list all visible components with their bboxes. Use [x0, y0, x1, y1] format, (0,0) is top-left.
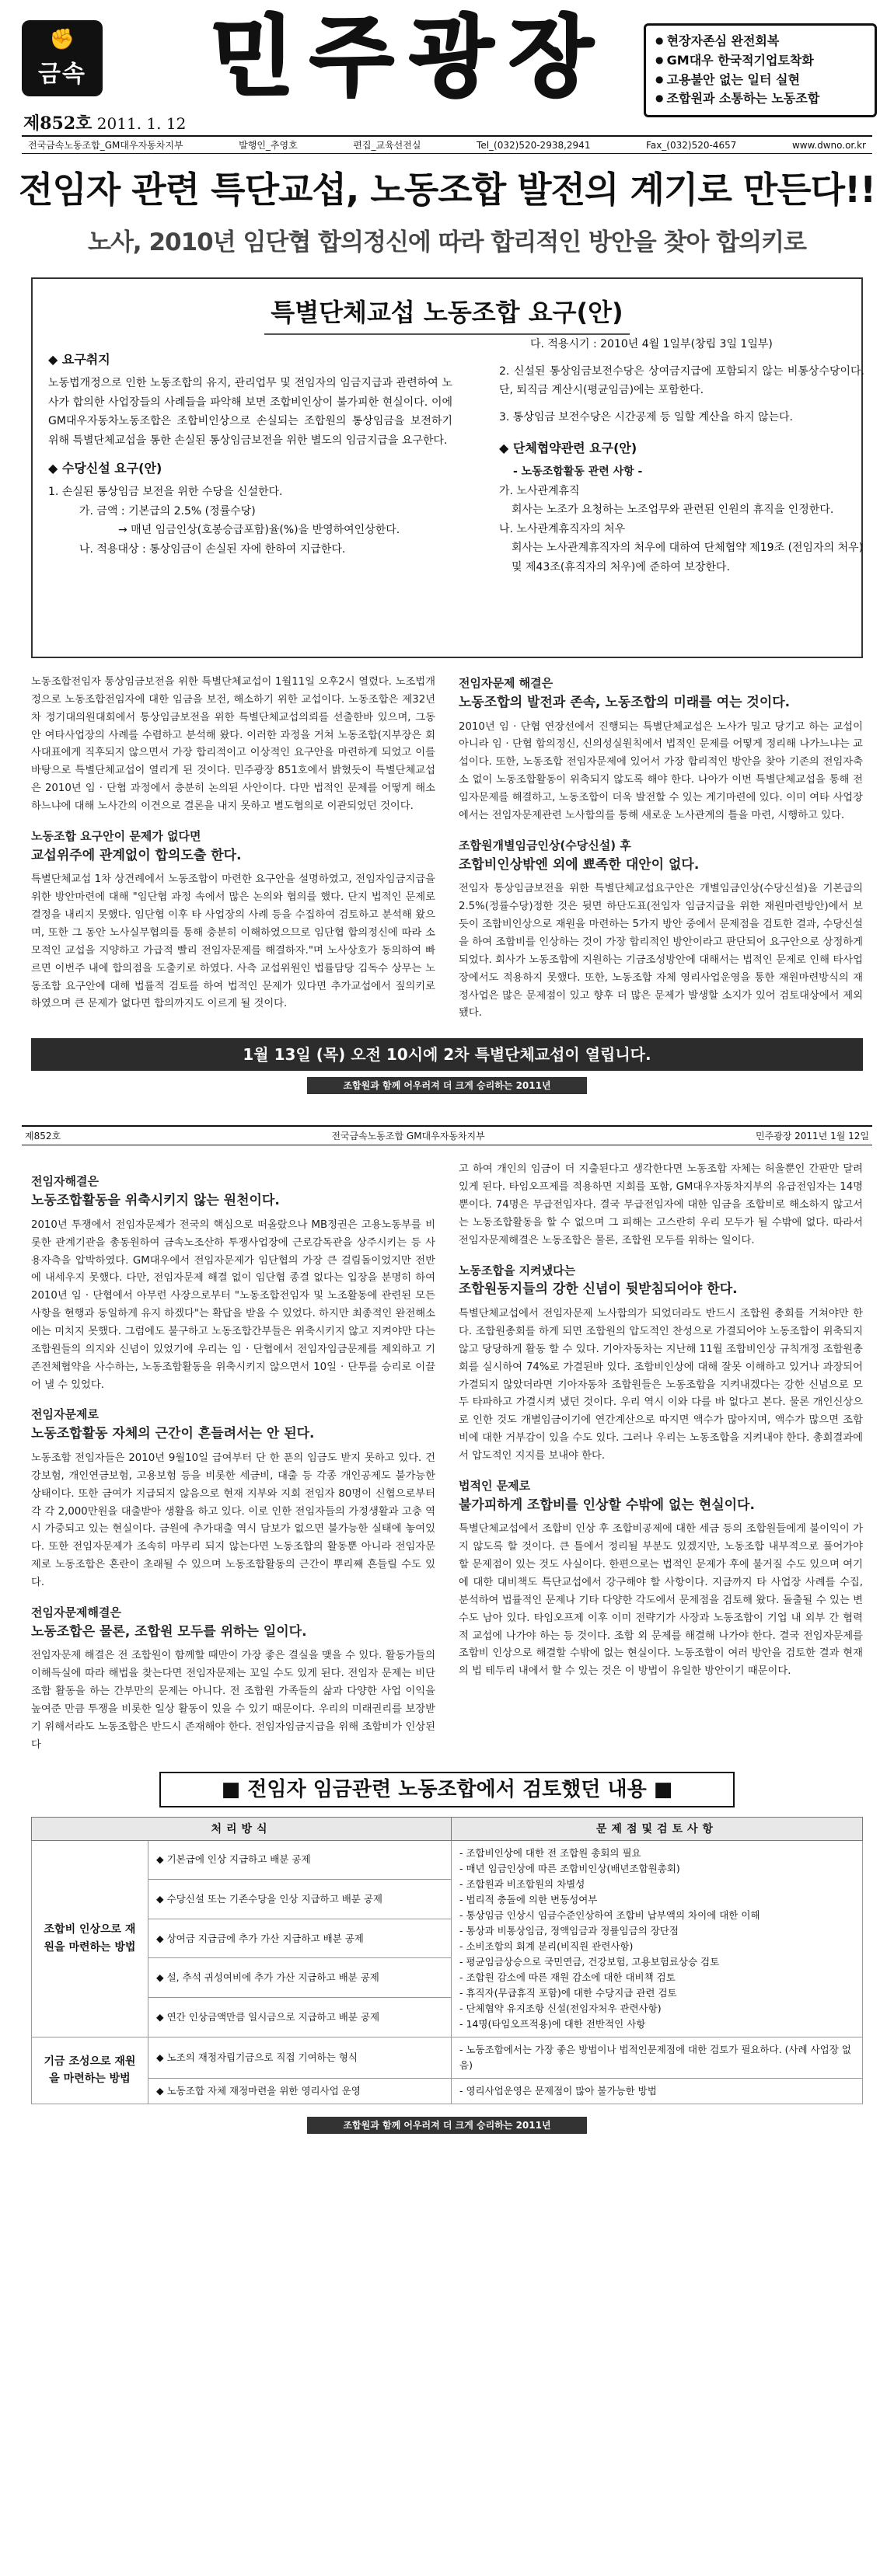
method-cell: ◆ 설, 추석 귀성여비에 추가 가산 지급하고 배분 공제: [148, 1958, 452, 1998]
publisher-info-bar: [22, 135, 872, 154]
issue-item: - 조합원 감소에 따른 재원 감소에 대한 대비책 검토: [459, 1970, 854, 1985]
issues-cell: [452, 1840, 863, 2037]
main-headline: 전임자 관련 특단교섭, 노동조합 발전의 계기로 만든다!!: [18, 169, 876, 211]
issue-item: - 조합원과 비조합원의 차별성: [459, 1877, 854, 1892]
issue-item: - 영리사업운영은 문제점이 많아 불가능한 방법: [459, 2083, 854, 2099]
article-heading: 노동조합 요구안이 문제가 없다면: [31, 828, 201, 843]
issue-item: - 법리적 충돌에 의한 변동성여부: [459, 1892, 854, 1908]
article-heading: 전임자문제로: [31, 1407, 99, 1422]
table-title: ■ 전임자 임금관련 노동조합에서 검토했던 내용 ■: [159, 1772, 735, 1807]
group-cell: 조합비 인상으로 재원을 마련하는 방법: [32, 1840, 148, 2037]
masthead: [0, 0, 894, 151]
new-allowance-item1b: 나. 적용대상 : 통상임금이 손실된 자에 한하여 지급한다.: [79, 542, 346, 556]
issue-item: - 14명(타임오프적용)에 대한 전반적인 사항: [459, 2017, 854, 2032]
agreement-heading: ◆ 단체협약관련 요구(안): [499, 437, 864, 459]
issue-line: [23, 110, 186, 134]
article-text: 특별단체교섭 1차 상견례에서 노동조합이 마련한 요구안을 설명하였고, 전임자임금지급을 위한 방안마련에 대해 "임단협 과정 속에서 많은 논의와 협의를 했다. 단지 법적인 문제로 결정을 내리지 못했다. 임단협 이후 타 사업장의 사례 등을 수집하여 검토하고 분석해 왔으며, 또한 그 동안 노사실무협의를 통해 충분히 이해하였으므로 임단협 합의정신에 따라 소모적인 교섭을 지양하고 가급적 빨리 전임자문제를 해결하자."며 노사상호가 동의하여 빠르면 이번주 내에 합의점을 도출키로 하였다. 사측 교섭위원인 법률담당 김독수 상무는 노동조합 요구안에 대해 법률적 검토를 하여 법적인 문제가 있다면 추가교섭에서 짚의키로 하였으며 큰 문제가 없다면 합의까지도 이르게 될 것이다.: [31, 873, 435, 1010]
info-tel: Tel_(032)520-2938,2941: [477, 139, 591, 151]
slogan-item: ● GM대우 한국적기업토착화: [655, 51, 865, 71]
page2-left-column: [31, 1161, 435, 1759]
page1-left-column: [31, 674, 435, 1027]
new-allowance-item3: 3. 통상임금 보전수당은 시간공제 등 일할 계산을 하지 않는다.: [499, 410, 793, 424]
method-cell: ◆ 노동조합 자체 재정마련을 위한 영리사업 운영: [148, 2078, 452, 2104]
method-cell: ◆ 노조의 재정자립기금으로 직접 기여하는 형식: [148, 2037, 452, 2078]
issue-item: - 통상과 비통상임금, 정액임금과 정률임금의 장단점: [459, 1923, 854, 1939]
page2-right-column: [459, 1161, 863, 1759]
issue-item: - 노동조합에서는 가장 좋은 방법이나 법적인문제점에 대한 검토가 필요하다. (사례 사업장 없음): [459, 2042, 854, 2073]
article-text: 고 하여 개인의 임금이 더 지출된다고 생각한다면 노동조합 자체는 허울뿐인 간판만 달려 있게 된다. 타임오프제를 적용하면 지회를 포함, GM대우자동차지부의 유급전임자는 14명뿐이다. 74명은 무급전임자다. 결국 무급전임자에 대한 임금을 조합비로 해소하지 않고서는 노동조합활동을 할 수 없으며 그 피해는 고스란히 우리 모두가 될 수밖에 없다. 따라서 전임자문제해결은 노동조합은 물론, 조합원 모두를 위하는 일이다.: [459, 1163, 863, 1246]
wage-options-table: [31, 1817, 863, 2104]
table-row: [32, 2078, 863, 2104]
issue-date: 2011. 1. 12: [96, 114, 187, 133]
article-subheading: 조합원동지들의 강한 신념이 뒷받침되어야 한다.: [459, 1281, 738, 1298]
agreement-subheading: - 노동조합활동 관련 사항 -: [513, 465, 643, 478]
article-heading: 법적인 문제로: [459, 1478, 531, 1493]
table-header-row: [32, 1817, 863, 1840]
page2-date: 민주광장 2011년 1월 12일: [755, 1131, 869, 1142]
issue-item: - 조합비인상에 대한 전 조합원 총회의 필요: [459, 1846, 854, 1861]
article-subheading: 불가피하게 조합비를 인상할 수밖에 없는 현실이다.: [459, 1497, 755, 1513]
method-cell: ◆ 연간 인상금액만큼 일시금으로 지급하고 배분 공제: [148, 1998, 452, 2037]
page2-header-bar: [22, 1125, 872, 1145]
method-cell: ◆ 수당신설 또는 기존수당을 인상 지급하고 배분 공제: [148, 1880, 452, 1919]
article-heading: 조합원개별임금인상(수당신설) 후: [459, 838, 631, 852]
slogan-box: [644, 23, 877, 117]
info-fax: Fax_(032)520-4657: [646, 139, 737, 151]
new-allowance-item1c: 다. 적용시기 : 2010년 4월 1일부(창립 3일 1일부): [530, 338, 773, 350]
issue-number: 제852호: [23, 113, 93, 134]
info-editor: 편집_교육선전실: [353, 140, 421, 151]
article-heading: 노동조합을 지켜냈다는: [459, 1263, 576, 1278]
article-heading: 전임자문제해결은: [31, 1605, 121, 1619]
demands-box: [31, 277, 863, 658]
info-website[interactable]: www.dwno.or.kr: [791, 139, 866, 151]
newsletter-title: 민주광장: [210, 7, 609, 108]
purpose-text: 노동법개정으로 인한 노동조합의 유지, 관리업무 및 전임자의 임금지급과 관련하여 노사가 합의한 사업장들의 사례들을 파악해 보면 조합비인상이 불가피한 현실이다. 이에 GM대우자동차노동조합은 조합비인상으로 손실되는 조합원의 통상임금을 보전하기 위해 특별단체교섭을 통한 손실된 통상임금보전을 위한 별도의 임금지급을 요구한다.: [48, 377, 452, 447]
logo-text: 금속: [38, 61, 86, 88]
footer-slogan: 조합원과 함께 어우러져 더 크게 승리하는 2011년: [307, 1077, 587, 1094]
article-text: 전임자문제 해결은 전 조합원이 함께할 때만이 가장 좋은 결실을 맺을 수 있다. 활동가들의 이해득실에 따라 해법을 찾는다면 전임자문제는 꼬일 수도 있게 된다. 전임자 문제는 비단 조합 활동을 하는 간부만의 문제는 아니다. 전 조합원 가족들의 삶과 다양한 사업 이익을 높여준 만큼 투쟁을 비롯한 일상 활동이 있을 수 있기 때문이다. 우리의 미래권리를 보장받기 위해서라도 노동조합은 반드시 존재해야 한다. 전임자임금지급을 위해 조합비가 인상된다: [31, 1650, 435, 1751]
page1-articles: [31, 674, 863, 1027]
article-text: 노동조합전임자 통상임금보전을 위한 특별단체교섭이 1월11일 오후2시 열렸다. 노조법개정으로 노동조합전임자에 대한 임금을 보전, 해소하기 위한 교섭이다. 노동조합은 제32년차 정기대의원대회에서 통상임금보전을 위한 특별단체교섭의뢰를 선출한바 있으며, 그동안 여타사업장의 사례를 수렴하고 분석해 왔다. 이러한 과정을 거쳐 노동조합(지부장은 회사대표에게 직후되지 않으면서 가장 합리적이고 이상적인 요구안을 마련하게 되었고 이를 바탕으로 특별단체교섭이 열리게 된 것이다. 민주광장 851호에서 밝혔듯이 특별단체교섭은 2010년 임 · 단협 과정에서 충분히 논의된 사안이다. 다만 법적인 문제를 어떻게 해소하느냐에 대해 노사간의 이견으로 결론을 내지 못하고 별도협의로 이관되었던 것이다.: [31, 676, 435, 813]
agreement-item-a-text: 회사는 노조가 요청하는 노조업무와 관련된 인원의 휴직을 인정한다.: [512, 504, 834, 516]
issues-cell: [452, 2037, 863, 2078]
issue-item: - 평균임금상승으로 국민연금, 건강보험, 고용보험료상승 검토: [459, 1954, 854, 1970]
issue-item: - 단체협약 유지조항 신설(전임자처우 관련사항): [459, 2001, 854, 2017]
issue-item: - 소비조합의 회계 분리(비직원 관련사항): [459, 1939, 854, 1954]
article-subheading: 교섭위주에 관계없이 합의도출 한다.: [31, 847, 242, 863]
article-heading: 전임자해결은: [31, 1174, 99, 1189]
new-allowance-item2: 2. 신설된 통상임금보전수당은 상여금지급에 포함되지 않는 비통상수당이다. 단, 퇴직금 계산시(평균임금)에는 포함한다.: [499, 364, 864, 396]
article-subheading: 조합비인상밖엔 외에 뾰족한 대안이 없다.: [459, 856, 700, 873]
demands-right-column: [499, 335, 864, 577]
article-text: 특별단체교섭에서 조합비 인상 후 조합비공제에 대한 세금 등의 조합원들에게 불이익이 가지 않도록 할 것이다. 큰 틀에서 정리될 부분도 있겠지만, 노동조합 내부적으로 풀어가야 할 문제점이 있는 것도 사실이다. 한편으로는 법적인 문제가 후에 불거질 수도 있으며 여기에 대한 대비책도 특단교섭에서 강구해야 할 사항이다. 지금까지 타 사업장 사례를 수집, 분석하여 법률적인 문제나 기타 다양한 각도에서 문제점을 검토해 왔다. 돌출될 수 있는 변수도 남아 있다. 타임오프제 이후 이미 전략기가 사장과 노동조합이 기업 내 외부 간 협력적 교섭에 나가야 하는 등 것이다. 조합 외 문제를 해결해 나가야 한다. 결국 전임자문제를 조합비 인상으로 해결할 수밖에 없는 현실이다. 노동조합이 여러 방안을 검토한 결과 현재의 법 테두리 내에서 할 수 있는 것은 이 방법이 유일한 방안이기 때문이다.: [459, 1523, 863, 1678]
article-text: 노동조합 전임자들은 2010년 9월10일 급여부터 단 한 푼의 임금도 받지 못하고 있다. 건강보험, 개인연금보험, 고용보험 등을 비롯한 세금비, 대출 등 각종 개인공제도 불가능한 상태이다. 또한 금여가 지급되지 않음으로 현재 지부와 지회 전임자 80명이 신협으로부터 각 각 2,000만원을 대출받아 생활을 하고 있다. 이로 인한 전임자들의 가정생활과 고충 역시 가중되고 있는 현실이다. 금원에 추가대출 역시 담보가 없으면 불가능한 실태에 놓여있다. 또한 전임자문제가 조속히 마무리 되지 않는다면 노동조합의 활동뿐 아니라 전임자문제로 노동조합은 혼란이 초래될 수 있으며 노동조합활동의 근간이 뿌리째 흔들릴 수도 있다.: [31, 1452, 435, 1589]
agreement-item-a: 가. 노사관계휴직: [499, 484, 580, 497]
new-allowance-item1a: 가. 금액 : 기본급의 2.5% (정률수당): [79, 504, 256, 518]
slogan-item: ● 조합원과 소통하는 노동조합: [655, 89, 865, 109]
issue-item: - 휴직자(무급휴직 포함)에 대한 수당지급 관련 검토: [459, 1985, 854, 2001]
slogan-item: ● 현장자존심 완전회복: [655, 32, 865, 51]
slogan-item: ● 고용불안 없는 일터 실현: [655, 71, 865, 90]
sub-headline: 노사, 2010년 임단협 합의정신에 따라 합리적인 방안을 찾아 합의키로: [88, 228, 806, 256]
purpose-heading: ◆ 요구취지: [48, 349, 452, 371]
headline-block: [0, 162, 894, 257]
issue-item: - 매년 임금인상에 따른 조합비인상(배년조합원총회): [459, 1861, 854, 1877]
new-allowance-heading: ◆ 수당신설 요구(안): [48, 458, 452, 479]
agreement-item-b: 나. 노사관계휴직자의 처우: [499, 522, 626, 535]
bottom-slogan: 조합원과 함께 어우러져 더 크게 승리하는 2011년: [307, 2117, 587, 2134]
new-allowance-note: → 매년 임금인상(호봉승급포함)율(%)을 반영하여인상한다.: [118, 524, 400, 536]
info-union: 전국금속노동조합_GM대우자동차지부: [28, 140, 183, 151]
issue-item: - 통상임금 인상시 임금수준인상하여 조합비 납부액의 차이에 대한 이해: [459, 1908, 854, 1923]
new-allowance-item1: 1. 손실된 통상임금 보전을 위한 수당을 신설한다.: [48, 486, 283, 498]
page2-union: 전국금속노동조합 GM대우자동차지부: [331, 1131, 485, 1142]
group-cell: 기금 조성으로 재원을 마련하는 방법: [32, 2037, 148, 2104]
col-header-issues: 문제점및검토사항: [452, 1817, 863, 1840]
article-subheading: 노동조합활동 자체의 근간이 흔들려서는 안 된다.: [31, 1426, 315, 1442]
article-subheading: 노동조합은 물론, 조합원 모두를 위하는 일이다.: [31, 1623, 307, 1640]
method-cell: ◆ 상여금 지급금에 추가 가산 지급하고 배분 공제: [148, 1919, 452, 1958]
union-logo: [22, 20, 103, 96]
demands-title: 특별단체교섭 노동조합 요구(안): [264, 293, 630, 335]
agreement-item-b-text: 회사는 노사관계휴직자의 처우에 대하여 단체협약 제19조 (전임자의 처우) 및 제43조(휴직자의 처우)에 준하여 보장한다.: [512, 542, 864, 573]
article-subheading: 노동조합활동을 위축시키지 않는 원천이다.: [31, 1193, 280, 1209]
article-text: 전임자 통상임금보전을 위한 특별단체교섭요구안은 개별임금인상(수당신설)을 기본급의 2.5%(정률수당)정한 것은 뒷면 하단도표(전임자 임금지급을 위한 재원마련방안)에서 보듯이 조합비인상으로 재원을 마련하는 5가지 방안 중에서 문제점을 검토한 결과, 수당신설을 하여 조합비를 인상하는 것이 가장 합리적인 방안이라고 판단되어 요구안으로 상정하게 되었다. 회사가 노동조합에 지원하는 기금조성방안에 대해서는 법적인 문제로 인해 타사업장에서도 적용하지 못했다. 또한, 노동조합 자체 영리사업운영을 통한 재원마련방식의 재정사업은 많은 문제점이 있고 향후 더 많은 문제가 발생할 소지가 있어 검토대상에서 제외됐다.: [459, 883, 863, 1020]
table-row: [32, 2037, 863, 2078]
article-heading: 전임자문제 해결은: [459, 676, 554, 690]
info-publisher: 발행인_추영호: [239, 140, 298, 151]
table-row: [32, 1840, 863, 1880]
article-text: 2010년 임 · 단협 연장선에서 진행되는 특별단체교섭은 노사가 밀고 당기고 하는 교섭이 아니라 임 · 단협 합의정신, 신의성실원칙에서 법적인 문제를 어떻게 정리해 나가느냐는 교섭이다. 또한, 노동조합 전임자문제에 있어서 가장 합리적인 방안을 찾아 기존의 전임자축소 없이 노동조합활동이 위축되지 않도록 해야 한다. 나아가 이번 특별단체교섭을 통해 전임자문제를 해결하고, 노동조합이 더욱 발전할 수 있는 계기마련에 있다. 이미 여타 사업장에서는 전임자문제관련 노사합의를 통해 새로운 노사관계의 틀을 마련, 시행하고 있다.: [459, 720, 863, 821]
page1-right-column: [459, 674, 863, 1027]
article-text: 2010년 투쟁에서 전임자문제가 전국의 핵심으로 떠올랐으나 MB정권은 고용노동부를 비롯한 관계기관을 총동원하여 금속노조산하 투쟁사업장에 근로감독관을 상주시키는 등 사용자측을 압박하였다. GM대우에서 전임자문제가 임단협의 가장 큰 걸림돌이었지만 전반에 내세우지 못했다. 다만, 전임자문제 해결 없이 임단협 종결 없다는 입장을 분명히 하여 2010년 임 · 단협에서 아무런 사장으로부터 "노동조합전임자 및 노조활동에 관련된 모든 사항을 현행과 동일하게 유지 하겠다"는 확답을 받을 수 있었다. 하지만 최종적인 완전해소에는 미치지 못했다. 그럼에도 불구하고 노동조합간부들은 위축시키지 않고 지켜야만 다는 조합원들의 의지와 신념이 있었기에 우리는 임 · 단협에서 전임자임금문제를 제외하고 기존전체협약을 사수하는, 노동조합활동을 위축시키지 않으면서 10일 · 단투를 승리로 이끌어 낼 수 있었다.: [31, 1218, 435, 1391]
page2-articles: [31, 1161, 863, 1759]
article-subheading: 노동조합의 발전과 존속, 노동조합의 미래를 여는 것이다.: [459, 694, 791, 710]
col-header-method: 처리방식: [32, 1817, 452, 1840]
meeting-notice-banner: 1월 13일 (목) 오전 10시에 2차 특별단체교섭이 열립니다.: [31, 1038, 863, 1071]
article-text: 특별단체교섭에서 전임자문제 노사합의가 되었더라도 반드시 조합원 총회를 거쳐야만 한다. 조합원총회를 하게 되면 조합원의 압도적인 찬성으로 가결되어야 노동조합이 위축되지 않고 당당하게 활동 할 수 있다. 기아자동차는 지난해 11월 조합비인상 규칙개정 조합원총회를 실시하여 74%로 가결된바 있다. 조합비인상에 대해 잘못 이해하고 있거나 과장되어 가결되지 않았더라면 기아자동차 조합원들은 노동조합을 지켜내겠다는 강한 신념으로 모두 타파하고 가결시켜 냈던 것이다. 우리 역시 이와 다를 바 없다고 본다. 물론 개인신상으로 인한 것도 개별임금이기에 연간계산으로 따지면 액수가 많아지며, 액수가 많으면 조합비에 대한 거부감이 있을 수도 있다. 그러나 우리는 노동조합을 지켜내야 한다. 총회결과에서 압도적인 지지를 보내야 한다.: [459, 1308, 863, 1462]
demands-left-column: [48, 341, 452, 559]
method-cell: ◆ 기본급에 인상 지급하고 배분 공제: [148, 1840, 452, 1880]
fist-icon: ✊: [49, 28, 75, 51]
page2-issue: 제852호: [25, 1131, 61, 1142]
issues-cell: [452, 2078, 863, 2104]
